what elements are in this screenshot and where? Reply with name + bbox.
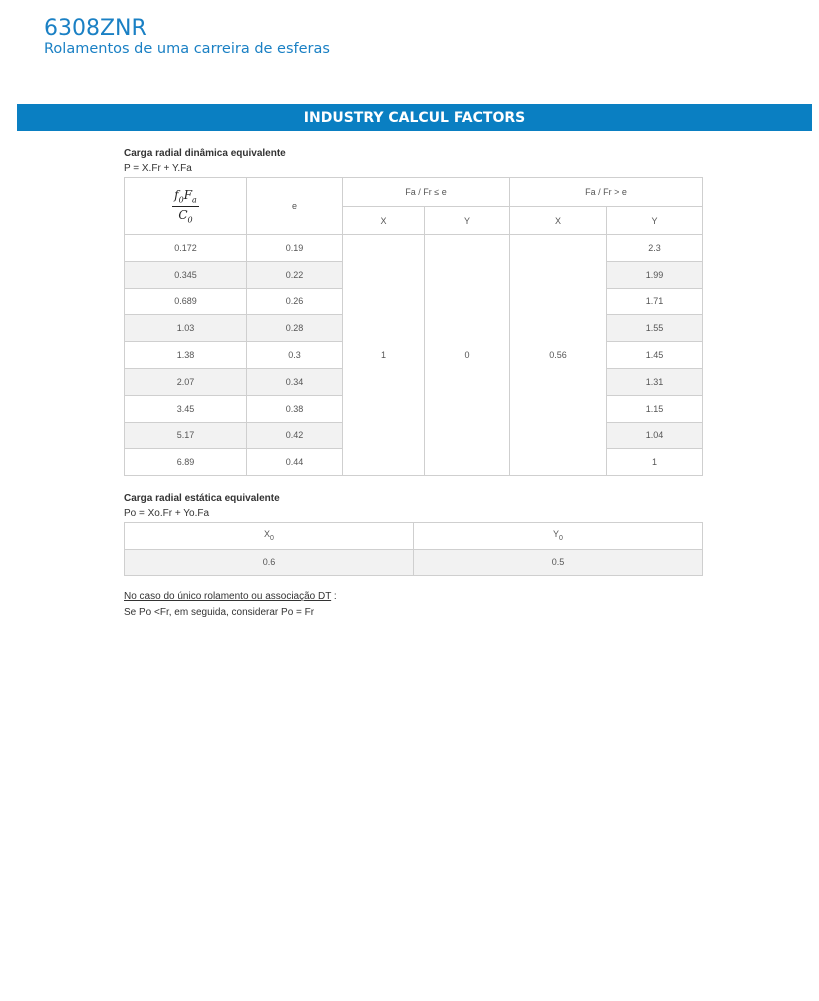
ratio-cell: 1.38: [125, 342, 247, 369]
y2-cell: 1.31: [607, 368, 703, 395]
y2-cell: 2.3: [607, 235, 703, 262]
y2-cell: 1.55: [607, 315, 703, 342]
ratio-cell: 0.345: [125, 261, 247, 288]
ratio-cell: 6.89: [125, 449, 247, 476]
y2-cell: 1: [607, 449, 703, 476]
y0-value: 0.5: [414, 549, 703, 576]
x0-header: $X_0$: [125, 523, 414, 550]
x1-merged-cell: 1: [343, 235, 425, 476]
sub-header-x2: X: [510, 207, 607, 235]
note-text: Se Po <Fr, em seguida, considerar Po = Fr: [124, 607, 315, 618]
e-cell: 0.3: [247, 342, 343, 369]
e-cell: 0.26: [247, 288, 343, 315]
ratio-cell: 0.689: [125, 288, 247, 315]
dynamic-load-title: Carga radial dinâmica equivalente: [124, 148, 286, 159]
group-header-gt: Fa / Fr > e: [510, 178, 703, 207]
y2-cell: 1.71: [607, 288, 703, 315]
x0-value: 0.6: [125, 549, 414, 576]
section-banner: INDUSTRY CALCUL FACTORS: [17, 104, 812, 131]
ratio-cell: 3.45: [125, 395, 247, 422]
static-load-title: Carga radial estática equivalente: [124, 493, 280, 504]
e-cell: 0.34: [247, 368, 343, 395]
note-heading: No caso do único rolamento ou associação DT :: [124, 591, 337, 602]
ratio-header: [125, 178, 247, 235]
x2-merged-cell: 0.56: [510, 235, 607, 476]
e-cell: 0.19: [247, 235, 343, 262]
static-load-formula: Po = Xo.Fr + Yo.Fa: [124, 508, 210, 519]
e-cell: 0.22: [247, 261, 343, 288]
ratio-cell: 1.03: [125, 315, 247, 342]
ratio-cell: 0.172: [125, 235, 247, 262]
ratio-cell: 2.07: [125, 368, 247, 395]
y2-cell: 1.15: [607, 395, 703, 422]
note-link[interactable]: No caso do único rolamento ou associação DT: [124, 591, 332, 602]
y0-header: $Y_0$: [414, 523, 703, 550]
e-cell: 0.42: [247, 422, 343, 449]
table-row: [125, 235, 703, 262]
group-header-le: Fa / Fr ≤ e: [343, 178, 510, 207]
ratio-cell: 5.17: [125, 422, 247, 449]
e-cell: 0.38: [247, 395, 343, 422]
y1-merged-cell: 0: [425, 235, 510, 476]
y2-cell: 1.45: [607, 342, 703, 369]
ratio-formula: $\frac{f_0F_a}{C_0}$: [174, 188, 197, 224]
y2-cell: 1.99: [607, 261, 703, 288]
dynamic-load-formula: P = X.Fr + Y.Fa: [124, 163, 192, 174]
sub-header-x1: X: [343, 207, 425, 235]
sub-header-y1: Y: [425, 207, 510, 235]
static-load-table: [124, 522, 703, 576]
dynamic-load-table: [124, 177, 703, 476]
e-cell: 0.28: [247, 315, 343, 342]
y2-cell: 1.04: [607, 422, 703, 449]
page-title: 6308ZNR: [44, 16, 147, 41]
e-cell: 0.44: [247, 449, 343, 476]
sub-header-y2: Y: [607, 207, 703, 235]
e-header: e: [247, 178, 343, 235]
page-subtitle: Rolamentos de uma carreira de esferas: [44, 41, 330, 57]
